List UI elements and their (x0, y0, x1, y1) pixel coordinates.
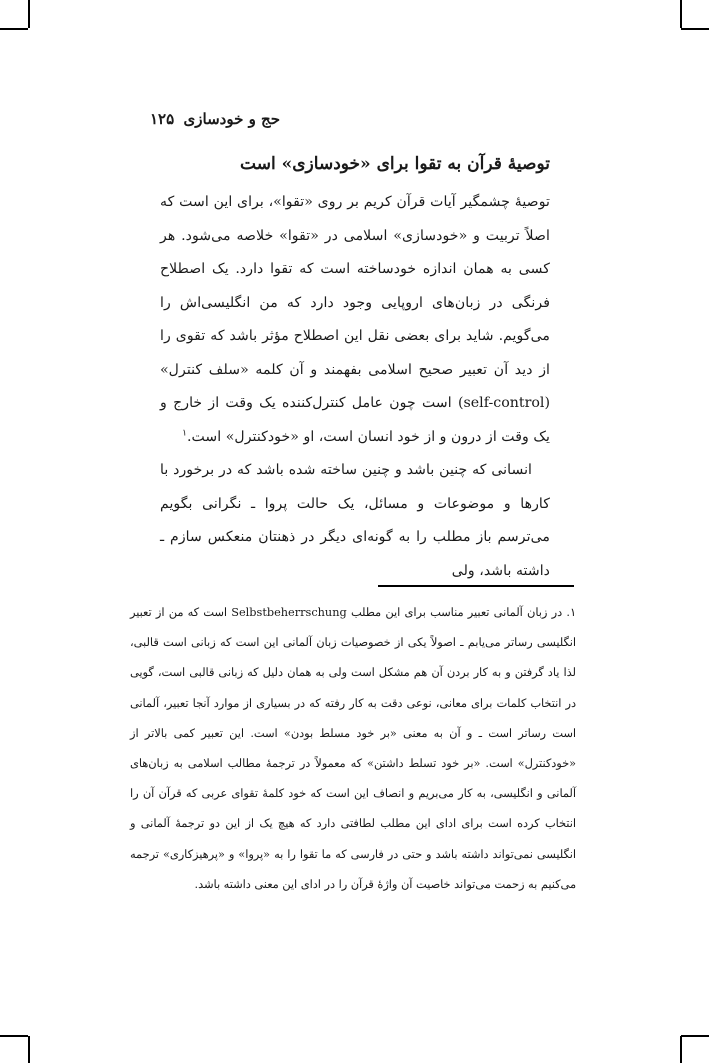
paragraph-1-text: توصیهٔ چشمگیر آیات قرآن کریم بر روی «تقوا»، برای این است که اصلاً تربیت و «خودسازی» اسلامی در «تقوا» خلاصه می‌شود. هر کسی به همان اندازه خودساخته است که تقوا دارد. یک اصطلاح فرنگی در زبان‌های اروپایی وجود دارد که من انگلیسی‌اش را می‌گویم. شاید برای بعضی نقل این اصطلاح مؤثر باشد که تقوی را از دید آن تعبیر صحیح اسلامی بفهمند و آن کلمه «سلف کنترل» (self-control) است چون عامل کنترل‌کننده یک وقت از خارج و یک وقت از درون و از خود انسان است، او «خودکنترل» است. (160, 194, 550, 445)
paragraph-2: انسانی که چنین باشد و چنین ساخته شده باشد که در برخورد با کارها و موضوعات و مسائل، یک حالت پروا ـ نگرانی بگویم می‌ترسم باز مطلب را به گونه‌ای دیگر در ذهنتان منعکس سازم ـ داشته باشد، ولی (160, 462, 550, 579)
crop-mark-bottom-left-horizontal (0, 1035, 28, 1037)
paragraph-1 (160, 186, 550, 454)
footnote-reference: ۱ (182, 427, 187, 438)
running-title: حج و خودسازی (183, 110, 280, 128)
main-text (160, 150, 550, 588)
crop-mark-top-right-vertical (680, 0, 682, 28)
crop-mark-bottom-left-vertical (28, 1036, 30, 1063)
running-header (150, 110, 280, 134)
crop-mark-top-right-horizontal (681, 28, 709, 30)
footnote-text: ۱. در زبان آلمانی تعبیر مناسب برای این مطلب Selbstbeherrschung است که من از تعبیر انگلیسی رساتر می‌یابم ـ اصولاً یکی از خصوصیات زبان آلمانی این است که زبانی است قالبی، لذا یاد گرفتن و به کار بردن آن هم مشکل است ولی به همان دلیل که زبانی قالبی است، گویی در انتخاب کلمات برای معانی، نوعی دقت به کار رفته که در بسیاری از موارد آنجا تعبیر، آلمانی است رساتر است ـ و آن به معنی «بر خود مسلط بودن» است. این تعبیر کمی بالاتر از «خودکنترل» است. «بر خود تسلط داشتن» که معمولاً در ترجمهٔ مطالب اسلامی به زبان‌های آلمانی و انگلیسی، به کار می‌بریم و انصاف این است که خود کلمهٔ تقوای عربی که قرآن آن را انتخاب کرده است برای ادای این مطلب لطافتی دارد که هیچ یک از این دو ترجمهٔ آلمانی و انگلیسی نمی‌تواند داشته باشد و حتی در فارسی که ما تقوا را به «پروا» و «پرهیزکاری» ترجمه می‌کنیم به زحمت می‌تواند خاصیت آن واژهٔ قرآن را در ادای این معنی داشته باشد. (130, 606, 577, 891)
crop-mark-bottom-right-vertical (680, 1036, 682, 1063)
page-number: ۱۲۵ (150, 110, 175, 128)
footnote-separator (378, 585, 574, 587)
crop-mark-bottom-right-horizontal (681, 1035, 709, 1037)
crop-mark-top-left-vertical (28, 0, 30, 28)
footnote (130, 598, 576, 900)
section-title: توصیهٔ قرآن به تقوا برای «خودسازی» است (240, 154, 550, 174)
crop-mark-top-left-horizontal (0, 28, 28, 30)
